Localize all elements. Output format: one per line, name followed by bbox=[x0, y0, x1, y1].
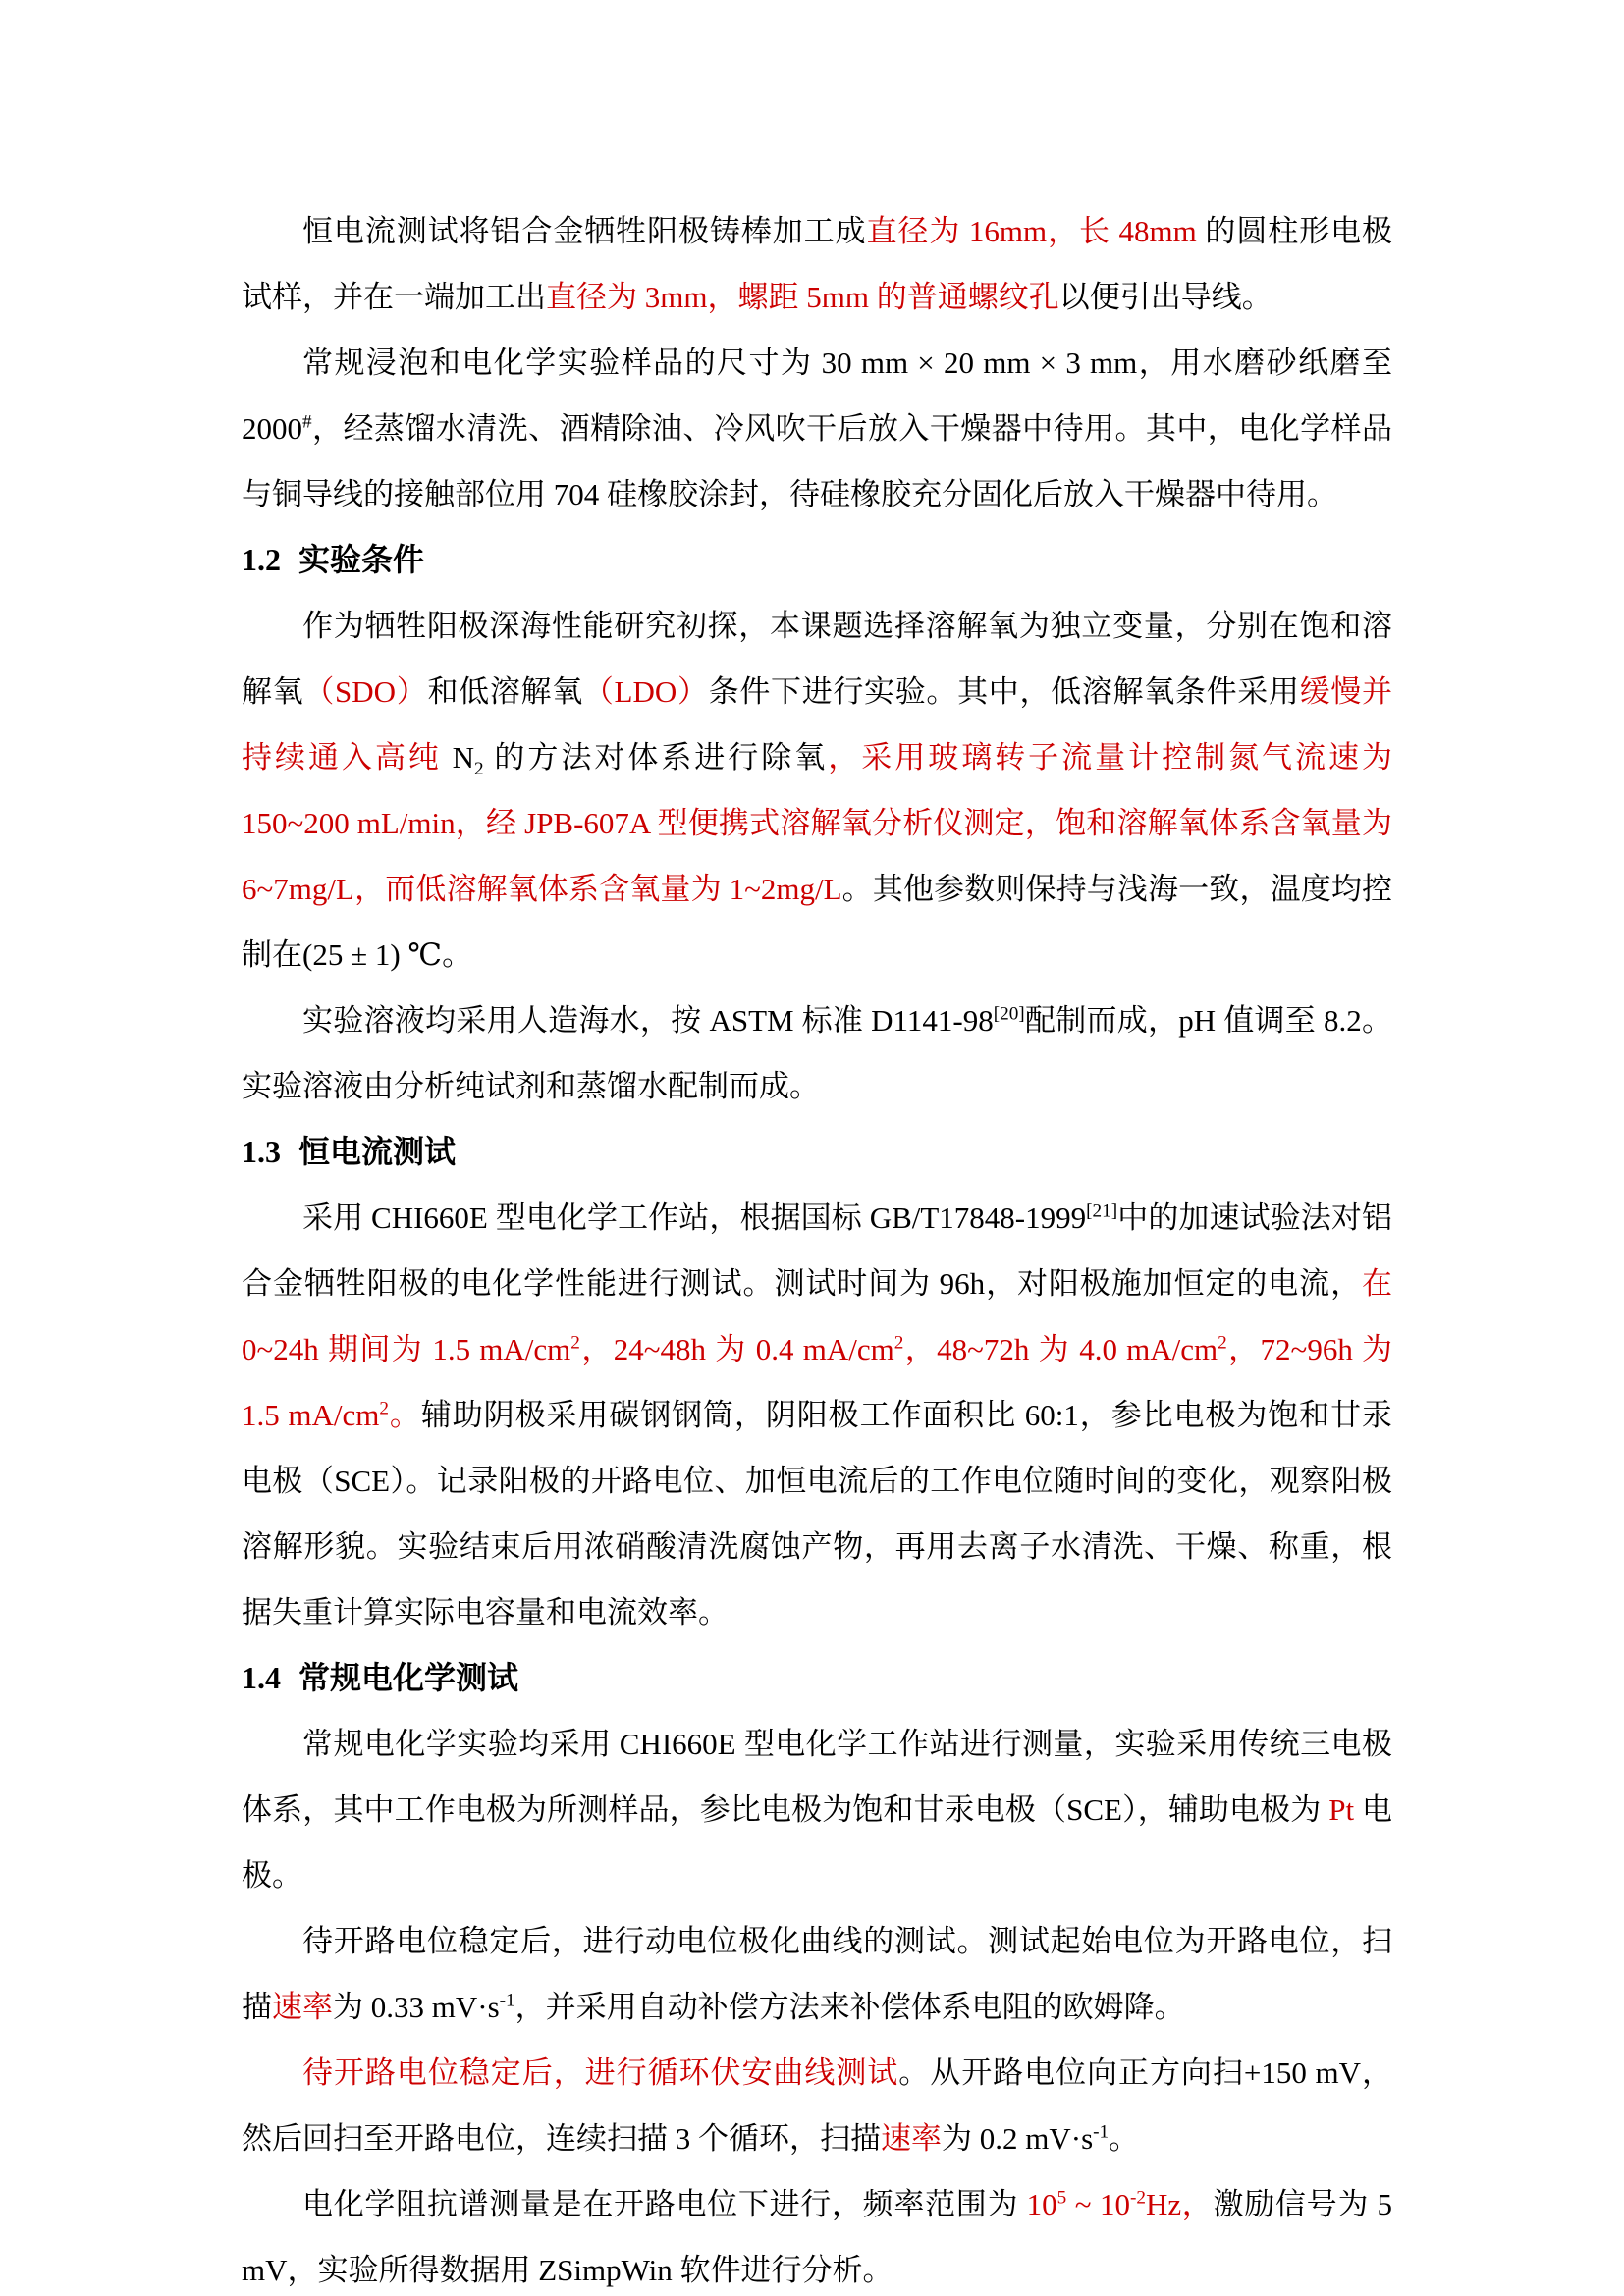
paragraph bbox=[242, 1185, 1392, 1645]
text-run: 的方法对体系进行除氧 bbox=[483, 740, 829, 774]
text-run: 常规浸泡和电化学实验样品的尺寸为 30 mm × 20 mm × 3 mm，用水磨砂纸磨至 2000 bbox=[242, 346, 1392, 446]
text-run: 10 bbox=[1026, 2187, 1057, 2221]
text-run: Pt bbox=[1328, 1792, 1355, 1827]
superscript-run: 2 bbox=[379, 1398, 390, 1419]
text-run: 辅助阴极采用碳钢钢筒，阴阳极工作面积比 60:1，参比电极为饱和甘汞电极（SCE）。记录阳极的开路电位、加恒电流后的工作电位随时间的变化，观察阳极溶解形貌。实验结束后用浓硝酸清洗腐蚀产物，再用去离子水清洗、干燥、称重，根据失重计算实际电容量和电流效率。 bbox=[242, 1398, 1392, 1629]
text-run: 待开路电位稳定后，进行循环伏安曲线测试 bbox=[302, 2056, 899, 2090]
superscript-run: -1 bbox=[499, 1990, 515, 2011]
text-run: 和低溶解氧 bbox=[427, 674, 583, 709]
text-run: 的圆柱形电极试样，并在一端加工出 bbox=[242, 214, 1393, 314]
text-run: 。 bbox=[1109, 2121, 1140, 2156]
text-run: （SDO） bbox=[303, 674, 428, 709]
text-run: 电极。 bbox=[242, 1792, 1392, 1893]
text-run: 常规电化学实验均采用 CHI660E 型电化学工作站进行测量，实验采用传统三电极体系，其中工作电极为所测样品，参比电极为饱和甘汞电极（SCE），辅助电极为 bbox=[242, 1727, 1392, 1827]
text-run: 速率 bbox=[881, 2121, 942, 2156]
section-title: 常规电化学测试 bbox=[298, 1660, 519, 1695]
text-run: 。 bbox=[389, 1398, 421, 1432]
paragraph bbox=[242, 2171, 1392, 2296]
section-heading bbox=[242, 527, 1392, 593]
text-run: ，并采用自动补偿方法来补偿体系电阻的欧姆降。 bbox=[514, 1990, 1185, 2024]
paragraph bbox=[242, 988, 1392, 1119]
section-number: 1.4 bbox=[242, 1660, 281, 1695]
section-title: 实验条件 bbox=[298, 542, 425, 577]
superscript-run: 5 bbox=[1056, 2187, 1067, 2209]
section-number: 1.3 bbox=[242, 1134, 281, 1169]
text-run: 。其他参数则保持与浅海一致，温度均控制在(25 ± 1) ℃。 bbox=[242, 872, 1392, 972]
text-run: 在 0~24h 期间为 1.5 mA/cm bbox=[242, 1266, 1392, 1366]
text-run: 。从开路电位向正方向扫+150 mV，然后回扫至开路电位，连续扫描 3 个循环，扫描 bbox=[242, 2056, 1392, 2156]
text-run: 激励信号为 5 mV，实验所得数据用 ZSimpWin 软件进行分析。 bbox=[242, 2187, 1392, 2287]
text-run: 直径为 16mm，长 48mm bbox=[866, 214, 1197, 248]
subscript-run: 2 bbox=[474, 759, 484, 780]
text-run: 作为牺牲阳极深海性能研究初探，本课题选择溶解氧为独立变量，分别在饱和溶解氧 bbox=[242, 609, 1392, 709]
text-run: Hz， bbox=[1145, 2187, 1214, 2221]
section-number: 1.2 bbox=[242, 542, 281, 577]
text-run: ，72~96h 为 1.5 mA/cm bbox=[242, 1332, 1393, 1432]
text-run: ，采用玻璃转子流量计控制氮气流速为 150~200 mL/min，经 JPB-607A 型便携式溶解氧分析仪测定，饱和溶解氧体系含氧量为 6~7mg/L，而低溶解氧体系含氧量为 1~2mg/L bbox=[242, 740, 1393, 906]
text-run: 配制而成，pH 值调至 8.2。实验溶液由分析纯试剂和蒸馏水配制而成。 bbox=[242, 1003, 1393, 1103]
paragraph bbox=[242, 330, 1392, 527]
paragraph bbox=[242, 593, 1392, 988]
superscript-run: # bbox=[302, 411, 312, 433]
paragraph bbox=[242, 198, 1392, 330]
superscript-run: 2 bbox=[893, 1332, 904, 1354]
section-heading bbox=[242, 1645, 1392, 1711]
text-run: N bbox=[441, 740, 475, 774]
text-run: 中的加速试验法对铝合金牺牲阳极的电化学性能进行测试。测试时间为 96h，对阳极施加恒定的电流， bbox=[242, 1201, 1392, 1301]
text-run: 电化学阻抗谱测量是在开路电位下进行，频率范围为 bbox=[302, 2187, 1027, 2221]
superscript-run: [20] bbox=[993, 1003, 1025, 1025]
text-run: 恒电流测试将铝合金牺牲阳极铸棒加工成 bbox=[302, 214, 867, 248]
superscript-run: -2 bbox=[1129, 2187, 1146, 2209]
text-run: 缓慢并持续通入高纯 bbox=[242, 674, 1393, 774]
text-run: ~ 10 bbox=[1066, 2187, 1130, 2221]
text-run: ，48~72h 为 4.0 mA/cm bbox=[903, 1332, 1218, 1366]
superscript-run: -1 bbox=[1093, 2121, 1110, 2143]
text-run: 采用 CHI660E 型电化学工作站，根据国标 GB/T17848-1999 bbox=[302, 1201, 1087, 1235]
superscript-run: 2 bbox=[1218, 1332, 1227, 1354]
page-content bbox=[242, 198, 1392, 2296]
text-run: 待开路电位稳定后，进行动电位极化曲线的测试。测试起始电位为开路电位，扫描 bbox=[242, 1924, 1392, 2024]
text-run: 直径为 3mm，螺距 5mm 的普通螺纹孔 bbox=[546, 280, 1059, 314]
text-run: ，24~48h 为 0.4 mA/cm bbox=[579, 1332, 894, 1366]
text-run: 速率 bbox=[272, 1990, 333, 2024]
paragraph bbox=[242, 2040, 1392, 2171]
text-run: 为 0.2 mV·s bbox=[942, 2121, 1094, 2156]
text-run: 以便引出导线。 bbox=[1058, 280, 1272, 314]
paragraph bbox=[242, 1711, 1392, 1908]
superscript-run: [21] bbox=[1086, 1201, 1118, 1222]
section-title: 恒电流测试 bbox=[298, 1134, 457, 1169]
text-run: 为 0.33 mV·s bbox=[333, 1990, 500, 2024]
paragraph bbox=[242, 1908, 1392, 2040]
text-run: ，经蒸馏水清洗、酒精除油、冷风吹干后放入干燥器中待用。其中，电化学样品与铜导线的接触部位用 704 硅橡胶涂封，待硅橡胶充分固化后放入干燥器中待用。 bbox=[242, 411, 1392, 511]
section-heading bbox=[242, 1119, 1392, 1185]
text-run: 实验溶液均采用人造海水，按 ASTM 标准 D1141-98 bbox=[302, 1003, 994, 1038]
superscript-run: 2 bbox=[570, 1332, 580, 1354]
text-run: （LDO） bbox=[582, 674, 709, 709]
text-run: 条件下进行实验。其中，低溶解氧条件采用 bbox=[708, 674, 1300, 709]
